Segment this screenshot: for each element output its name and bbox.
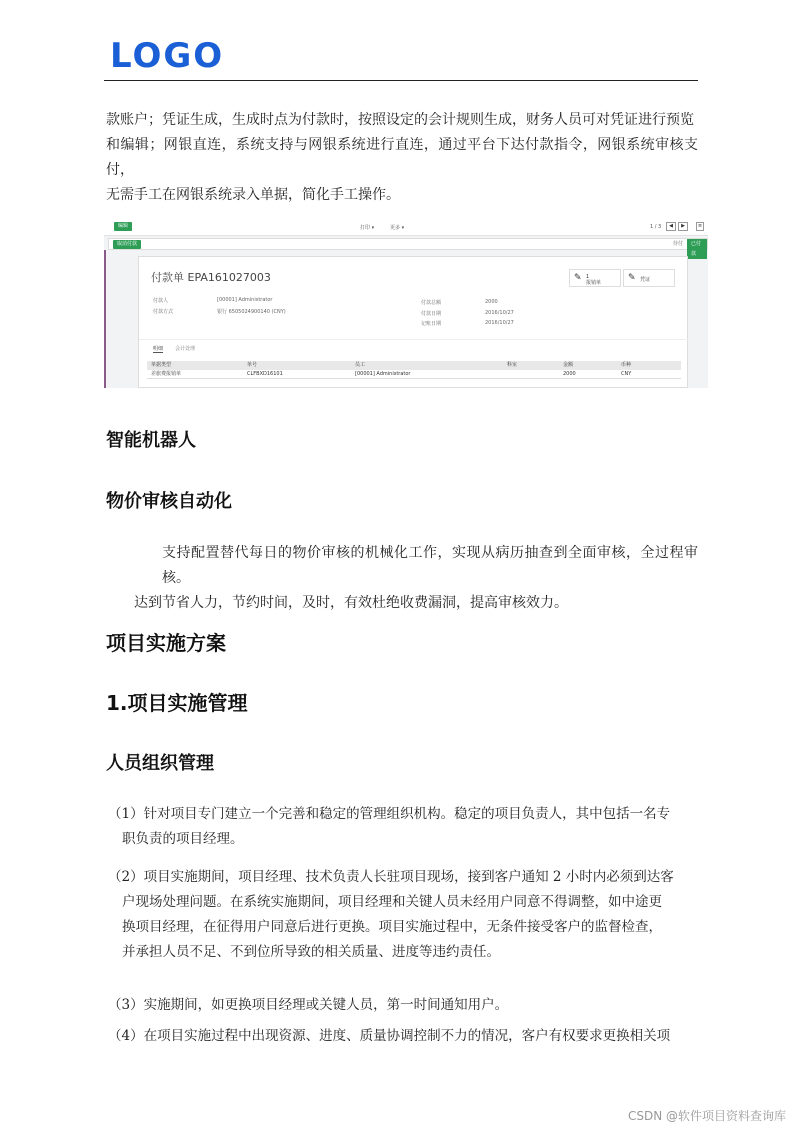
status-bar [108,238,708,257]
post-date-value: 2016/10/27 [485,320,514,326]
list-line: 换项目经理，在征得用户同意后进行更换。项目实施过程中，无条件接受客户的监督检查， [122,919,662,935]
list-line: （4）在项目实施过程中出现资源、进度、质量协调控制不力的情况，客户有权要求更换相关项 [108,1028,671,1044]
more-menu[interactable]: 更多 ▾ [390,225,405,231]
edit-button[interactable]: 编辑 [114,222,132,231]
price-audit-paragraph [106,541,698,616]
table-cell: 差旅费报销单 [151,371,182,377]
prev-record-button[interactable]: ◀ [666,222,676,231]
list-item [108,993,698,1018]
tab-accounting[interactable]: 会计处理 [175,346,196,352]
list-line: （1）针对项目专门建立一个完善和稳定的管理组织机构。稳定的项目负责人，其中包括一名专 [108,806,671,822]
list-line: （2）项目实施期间，项目经理、技术负责人长驻项目现场，接到客户通知 2 小时内必须到达客 [108,869,674,885]
intro-line: 和编辑；网银直连，系统支持与网银系统进行直连，通过平台下达付款指令，网银系统审核支付， [106,137,698,178]
table-header [147,361,681,370]
pager-text: 1 / 3 [650,224,662,230]
list-item [108,802,698,852]
list-line: 户现场处理问题。在系统实施期间，项目经理和关键人员未经用户同意不得调整，如中途更 [122,894,662,910]
table-cell: [00001] Administrator [355,371,411,377]
left-edge [104,250,106,388]
payment-form-screenshot [104,216,708,388]
column-header: 员工 [355,362,366,368]
intro-line: 款账户；凭证生成，生成时点为付款时，按照设定的会计规则生成，财务人员可对凭证进行预览 [106,112,694,128]
next-record-button[interactable]: ▶ [678,222,688,231]
list-item [108,1024,698,1049]
column-header: 金额 [563,362,574,368]
intro-paragraph [106,108,698,208]
edit-doc-icon: ✎ [574,273,582,283]
table-cell: CLFBXD16101 [247,371,283,377]
toolbar [104,216,708,236]
paragraph-line: 达到节省人力，节约时间，及时，有效杜绝收费漏洞，提高审核效力。 [134,595,568,611]
method-value: 银行 6505024900140 (CNY) [217,309,286,315]
heading-price-audit: 物价审核自动化 [106,491,232,512]
column-header: 单据类型 [151,362,172,368]
step-pending: 待付 [673,241,684,247]
edit-doc-icon: ✎ [628,273,636,283]
logo: LOGO [110,36,225,76]
list-line: （3）实施期间，如更换项目经理或关键人员，第一时间通知用户。 [108,997,509,1013]
cancel-payment-button[interactable]: 取消付款 [113,240,141,249]
table-row[interactable] [147,370,681,379]
watermark: CSDN @软件项目资料查询库 [627,1109,786,1123]
list-line: 并承担人员不足、不到位所导致的相关质量、进度等违约责任。 [122,944,500,960]
heading-robot: 智能机器人 [106,430,196,451]
column-header: 科室 [507,362,518,368]
pay-date-label: 付款日期 [421,311,442,317]
expense-label: 报销单 [586,280,602,286]
heading-staff: 人员组织管理 [106,753,214,774]
payee-value: [00001] Administrator [217,297,273,303]
list-item [108,865,698,965]
expense-count: 1 [586,274,590,280]
header-rule [104,80,698,81]
total-label: 付款总额 [421,300,442,306]
table-cell: CNY [621,371,632,377]
intro-line: 无需手工在网银系统录入单据，简化手工操作。 [106,187,400,203]
divider [139,339,689,340]
paragraph-line: 支持配置替代每日的物价审核的机械化工作，实现从病历抽查到全面审核，全过程审核。 [162,545,698,586]
view-toggle-icon[interactable]: ≡ [697,223,703,229]
method-label: 付款方式 [153,309,174,315]
expense-report-button[interactable] [569,269,621,287]
total-value: 2000 [485,299,498,305]
tab-details[interactable]: 明细 [153,346,164,352]
document-title: 付款单 EPA161027003 [151,271,271,284]
column-header: 单号 [247,362,258,368]
step-paid: 已付款 [687,239,707,259]
column-header: 币种 [621,362,632,368]
post-date-label: 记账日期 [421,321,442,327]
voucher-button[interactable] [623,269,675,287]
list-line: 职负责的项目经理。 [122,831,244,847]
payment-card [138,256,688,388]
pay-date-value: 2016/10/27 [485,310,514,316]
heading-plan: 项目实施方案 [106,631,226,655]
payee-label: 付款人 [153,298,169,304]
heading-mgmt: 1.项目实施管理 [106,691,248,715]
voucher-label: 凭证 [640,277,651,283]
table-cell: 2000 [563,371,576,377]
print-menu[interactable]: 打印 ▾ [360,225,375,231]
